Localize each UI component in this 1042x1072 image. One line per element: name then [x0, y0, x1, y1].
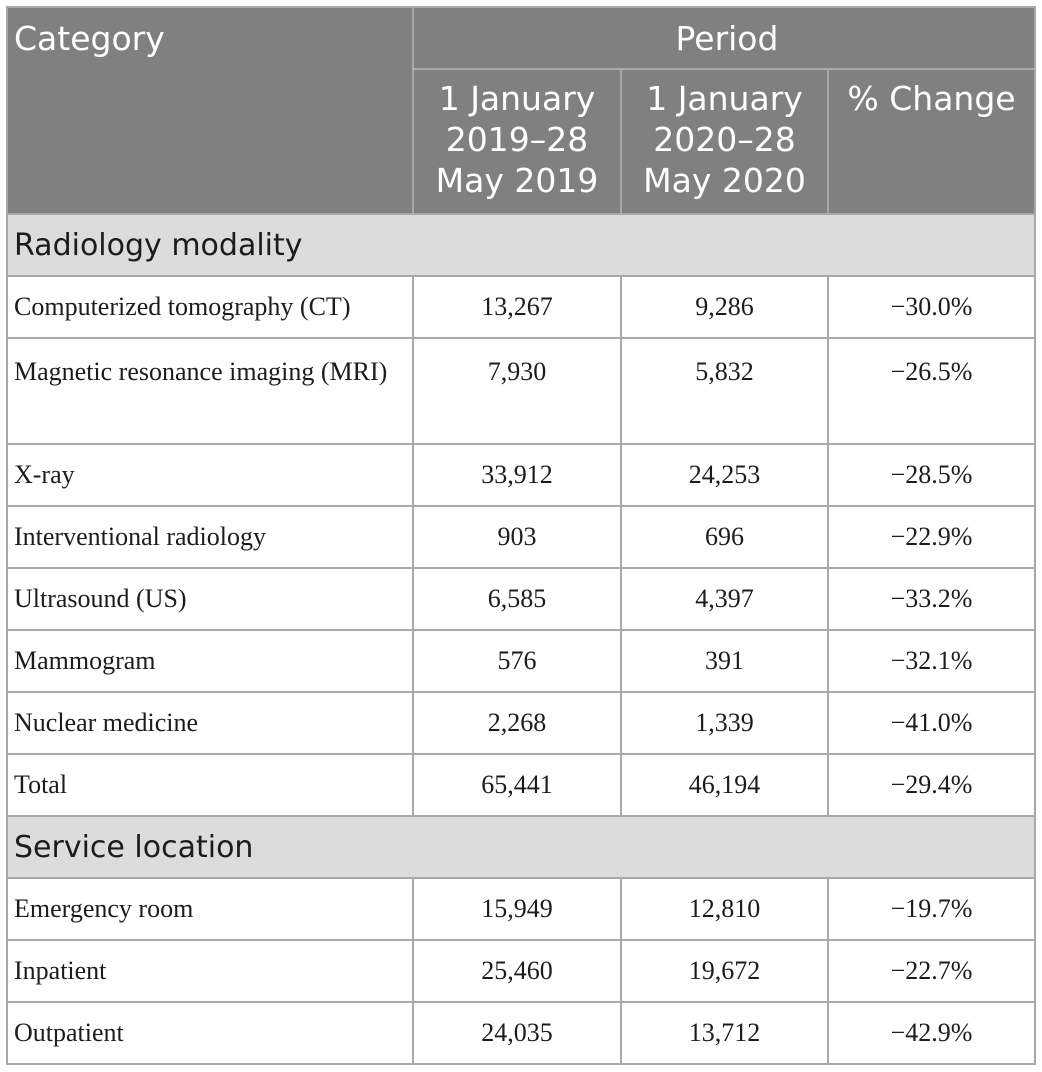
header-row-top — [7, 7, 1035, 69]
radiology-volume-table — [6, 6, 1036, 1065]
row-value-2019: 65,441 — [413, 754, 621, 816]
row-category: Nuclear medicine — [7, 692, 413, 754]
table-row — [7, 940, 1035, 1002]
row-category: Inpatient — [7, 940, 413, 1002]
row-value-2020: 13,712 — [621, 1002, 828, 1064]
row-percent-change: −28.5% — [828, 444, 1035, 506]
row-percent-change: −30.0% — [828, 276, 1035, 338]
row-percent-change: −33.2% — [828, 568, 1035, 630]
row-percent-change: −22.9% — [828, 506, 1035, 568]
row-percent-change: −26.5% — [828, 338, 1035, 444]
table-row — [7, 444, 1035, 506]
row-value-2019: 903 — [413, 506, 621, 568]
header-percent-change: % Change — [828, 69, 1035, 214]
table-row — [7, 568, 1035, 630]
table-row — [7, 1002, 1035, 1064]
row-value-2019: 24,035 — [413, 1002, 621, 1064]
row-value-2020: 696 — [621, 506, 828, 568]
row-category: Outpatient — [7, 1002, 413, 1064]
row-category: Interventional radiology — [7, 506, 413, 568]
row-value-2019: 25,460 — [413, 940, 621, 1002]
row-value-2019: 6,585 — [413, 568, 621, 630]
row-value-2020: 391 — [621, 630, 828, 692]
row-category: Emergency room — [7, 878, 413, 940]
row-percent-change: −32.1% — [828, 630, 1035, 692]
row-category: Mammogram — [7, 630, 413, 692]
row-value-2019: 15,949 — [413, 878, 621, 940]
header-period-2019: 1 January 2019–28 May 2019 — [413, 69, 621, 214]
row-percent-change: −22.7% — [828, 940, 1035, 1002]
row-percent-change: −29.4% — [828, 754, 1035, 816]
row-value-2019: 576 — [413, 630, 621, 692]
table-row — [7, 506, 1035, 568]
section-row-location — [7, 816, 1035, 878]
table-row-total — [7, 754, 1035, 816]
row-percent-change: −41.0% — [828, 692, 1035, 754]
table-row — [7, 338, 1035, 444]
table-header — [7, 7, 1035, 214]
row-category: X-ray — [7, 444, 413, 506]
row-value-2020: 46,194 — [621, 754, 828, 816]
header-category: Category — [7, 7, 413, 214]
header-period: Period — [413, 7, 1035, 69]
row-value-2020: 12,810 — [621, 878, 828, 940]
row-value-2019: 2,268 — [413, 692, 621, 754]
row-value-2019: 13,267 — [413, 276, 621, 338]
row-value-2020: 24,253 — [621, 444, 828, 506]
table-row — [7, 692, 1035, 754]
row-category: Magnetic resonance imaging (MRI) — [7, 338, 413, 444]
table-body — [7, 214, 1035, 1064]
section-title-location: Service location — [7, 816, 1035, 878]
table-row — [7, 878, 1035, 940]
header-period-2020: 1 January 2020–28 May 2020 — [621, 69, 828, 214]
row-percent-change: −42.9% — [828, 1002, 1035, 1064]
table-row — [7, 630, 1035, 692]
section-title-modality: Radiology modality — [7, 214, 1035, 276]
row-category: Computerized tomography (CT) — [7, 276, 413, 338]
row-value-2020: 5,832 — [621, 338, 828, 444]
row-value-2020: 9,286 — [621, 276, 828, 338]
row-value-2020: 19,672 — [621, 940, 828, 1002]
row-category: Total — [7, 754, 413, 816]
row-value-2019: 7,930 — [413, 338, 621, 444]
row-category: Ultrasound (US) — [7, 568, 413, 630]
row-value-2020: 4,397 — [621, 568, 828, 630]
table-row — [7, 276, 1035, 338]
row-percent-change: −19.7% — [828, 878, 1035, 940]
section-row-modality — [7, 214, 1035, 276]
row-value-2020: 1,339 — [621, 692, 828, 754]
row-value-2019: 33,912 — [413, 444, 621, 506]
